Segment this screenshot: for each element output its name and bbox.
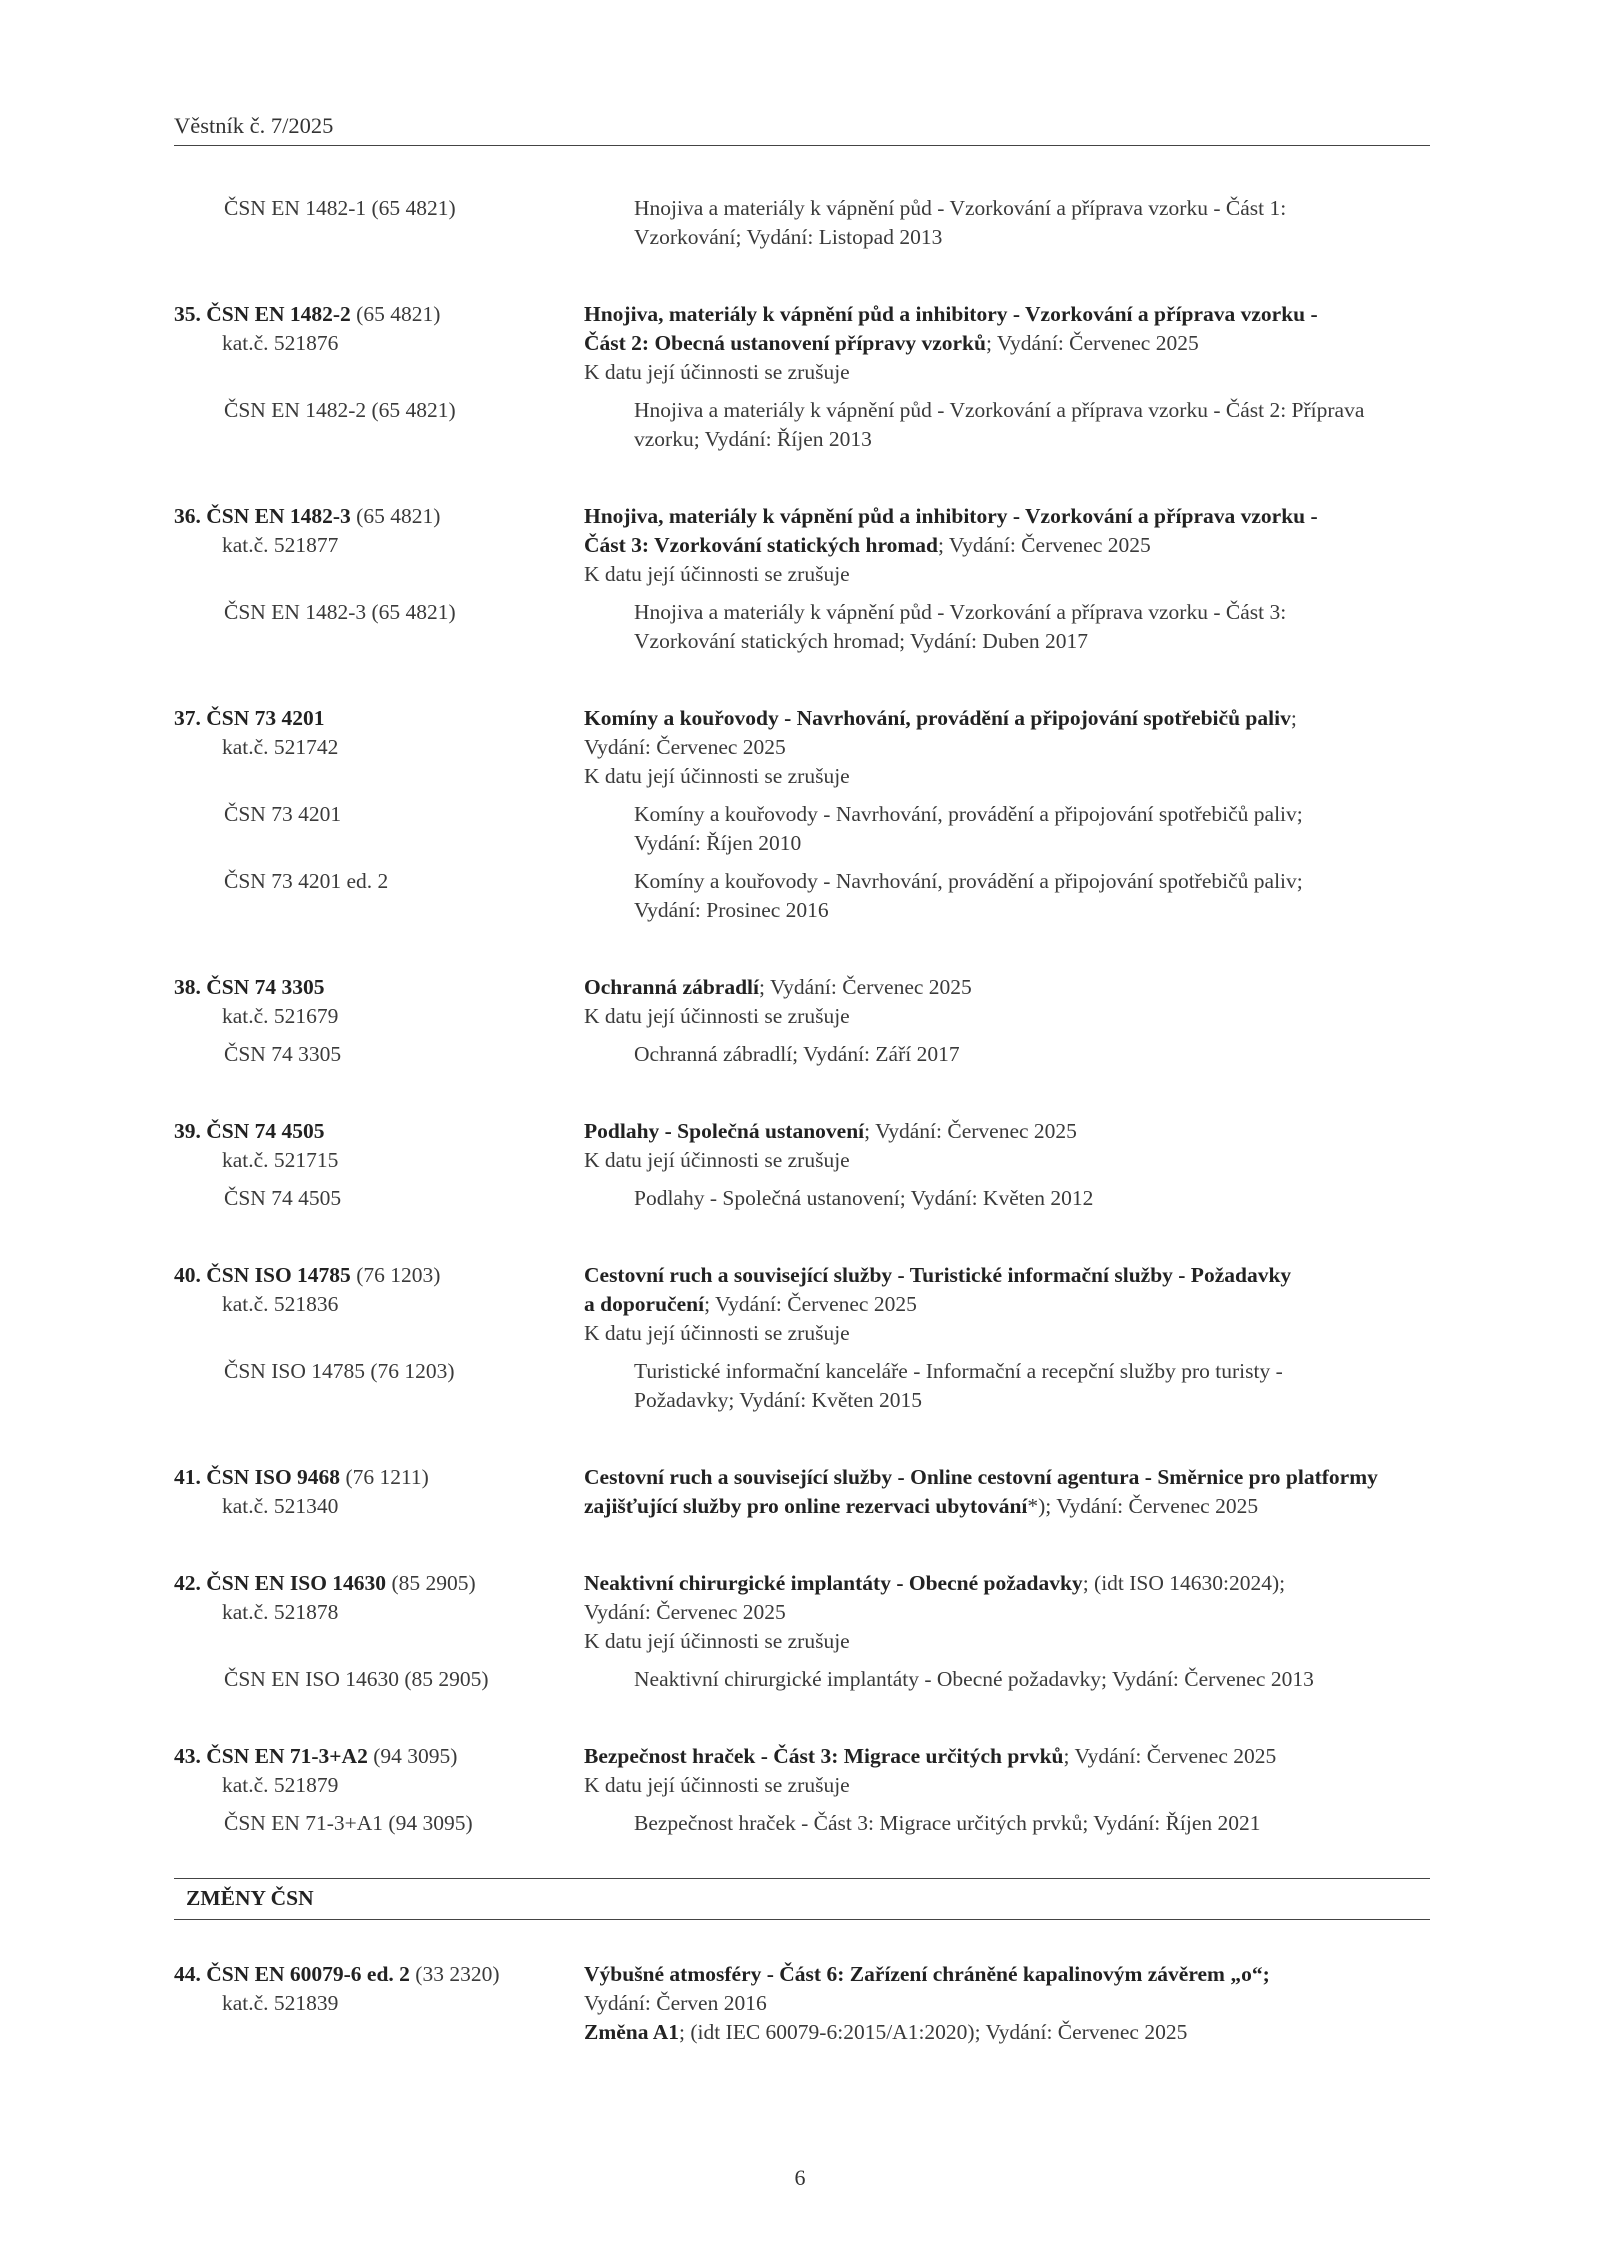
- catalog-number: kat.č. 521876: [222, 331, 339, 355]
- replaced-standard: ČSN 74 3305 Ochranná zábradlí; Vydání: Září 2017: [224, 1042, 960, 1066]
- catalog-number: kat.č. 521878: [222, 1600, 339, 1624]
- catalog-number: kat.č. 521715: [222, 1148, 339, 1172]
- standard-code: 35. ČSN EN 1482-2 (65 4821) kat.č. 521876: [174, 300, 584, 387]
- replaced-standard: ČSN EN 71-3+A1 (94 3095) Bezpečnost hraček - Část 3: Migrace určitých prvků; Vydání: Říjen 2021: [224, 1811, 1261, 1835]
- withdrawal-note: K datu její účinnosti se zrušuje: [584, 562, 850, 586]
- standard-entry-39: [174, 1117, 1430, 1175]
- standard-entry-36: [174, 502, 1430, 589]
- standard-code: 41. ČSN ISO 9468 (76 1211) kat.č. 521340: [174, 1463, 584, 1521]
- standard-entry-42: [174, 1569, 1430, 1656]
- page-number: 6: [794, 2165, 806, 2190]
- standard-title: Komíny a kouřovody - Navrhování, provádění a připojování spotřebičů paliv; Vydání: Červenec 2025 K datu její účinnosti se zrušuje: [584, 704, 1430, 791]
- replaced-code: ČSN EN 1482-1 (65 4821): [224, 196, 456, 220]
- replaced-title: Hnojiva a materiály k vápnění půd - Vzorkování a příprava vzorku - Část 1: Vzorkování; Vydání: Listopad 2013: [634, 196, 1287, 249]
- withdrawal-note: K datu její účinnosti se zrušuje: [584, 1004, 850, 1028]
- standard-title: Ochranná zábradlí; Vydání: Červenec 2025 K datu její účinnosti se zrušuje: [584, 973, 1430, 1031]
- standard-entry-37: [174, 704, 1430, 791]
- standard-entry-35: [174, 300, 1430, 387]
- standard-code: 38. ČSN 74 3305 kat.č. 521679: [174, 973, 584, 1031]
- standard-title: Cestovní ruch a související služby - Turistické informační služby - Požadavky a doporučení; Vydání: Červenec 2025 K datu její účinnosti se zrušuje: [584, 1261, 1430, 1348]
- replaced-standard: ČSN 73 4201 ed. 2 Komíny a kouřovody - Navrhování, provádění a připojování spotřebičů paliv; Vydání: Prosinec 2016: [224, 869, 1303, 922]
- standard-code: 42. ČSN EN ISO 14630 (85 2905) kat.č. 521878: [174, 1569, 584, 1656]
- standard-title: Cestovní ruch a související služby - Online cestovní agentura - Směrnice pro platformy zajišťující služby pro online rezervaci ubytování*); Vydání: Červenec 2025: [584, 1465, 1378, 1518]
- standard-code: 37. ČSN 73 4201 kat.č. 521742: [174, 704, 584, 791]
- standard-title: Hnojiva, materiály k vápnění půd a inhibitory - Vzorkování a příprava vzorku - Část 3: Vzorkování statických hromad; Vydání: Červenec 2025 K datu její účinnosti se zrušuje: [584, 502, 1430, 589]
- amendment: Změna A1; (idt IEC 60079-6:2015/A1:2020); Vydání: Červenec 2025: [584, 2020, 1188, 2044]
- withdrawal-note: K datu její účinnosti se zrušuje: [584, 1148, 850, 1172]
- section-heading-changes: ZMĚNY ČSN: [174, 1878, 1430, 1920]
- standard-code: 44. ČSN EN 60079-6 ed. 2 (33 2320) kat.č. 521839: [174, 1960, 584, 2047]
- standard-entry-43: [174, 1742, 1430, 1800]
- standard-code: 39. ČSN 74 4505 kat.č. 521715: [174, 1117, 584, 1175]
- withdrawal-note: K datu její účinnosti se zrušuje: [584, 1629, 850, 1653]
- standard-entry-41: [174, 1463, 1430, 1521]
- replaced-standard: ČSN EN 1482-3 (65 4821) Hnojiva a materiály k vápnění půd - Vzorkování a příprava vzorku - Část 3: Vzorkování statických hromad; Vydání: Duben 2017: [224, 600, 1287, 653]
- catalog-number: kat.č. 521836: [222, 1292, 339, 1316]
- replaced-standard: ČSN 73 4201 Komíny a kouřovody - Navrhování, provádění a připojování spotřebičů paliv; Vydání: Říjen 2010: [224, 802, 1303, 855]
- catalog-number: kat.č. 521877: [222, 533, 339, 557]
- bulletin-title: Věstník č. 7/2025: [174, 113, 334, 138]
- catalog-number: kat.č. 521839: [222, 1991, 339, 2015]
- standard-code: 40. ČSN ISO 14785 (76 1203) kat.č. 521836: [174, 1261, 584, 1348]
- standard-title: Podlahy - Společná ustanovení; Vydání: Červenec 2025 K datu její účinnosti se zrušuje: [584, 1117, 1430, 1175]
- replaced-standard: [174, 194, 1430, 252]
- standard-code: 43. ČSN EN 71-3+A2 (94 3095) kat.č. 521879: [174, 1742, 584, 1800]
- catalog-number: kat.č. 521679: [222, 1004, 339, 1028]
- standard-title: Neaktivní chirurgické implantáty - Obecné požadavky; (idt ISO 14630:2024); Vydání: Červenec 2025 K datu její účinnosti se zrušuje: [584, 1569, 1430, 1656]
- standards-list: [174, 194, 1430, 2047]
- catalog-number: kat.č. 521879: [222, 1773, 339, 1797]
- replaced-standard: ČSN EN ISO 14630 (85 2905) Neaktivní chirurgické implantáty - Obecné požadavky; Vydání: Červenec 2013: [224, 1667, 1314, 1691]
- withdrawal-note: K datu její účinnosti se zrušuje: [584, 764, 850, 788]
- withdrawal-note: K datu její účinnosti se zrušuje: [584, 1773, 850, 1797]
- standard-entry-38: [174, 973, 1430, 1031]
- standard-entry-40: [174, 1261, 1430, 1348]
- standard-entry-44: [174, 1960, 1430, 2047]
- standard-title: Výbušné atmosféry - Část 6: Zařízení chráněné kapalinovým závěrem „o“; Vydání: Červen 2016 Změna A1; (idt IEC 60079-6:2015/A1:2020); Vydání: Červenec 2025: [584, 1960, 1430, 2047]
- page-header: [174, 111, 1430, 146]
- standard-title: Bezpečnost hraček - Část 3: Migrace určitých prvků; Vydání: Červenec 2025 K datu její účinnosti se zrušuje: [584, 1742, 1430, 1800]
- replaced-standard: ČSN 74 4505 Podlahy - Společná ustanovení; Vydání: Květen 2012: [224, 1186, 1094, 1210]
- withdrawal-note: K datu její účinnosti se zrušuje: [584, 1321, 850, 1345]
- replaced-standard: ČSN EN 1482-2 (65 4821) Hnojiva a materiály k vápnění půd - Vzorkování a příprava vzorku - Část 2: Příprava vzorku; Vydání: Říjen 2013: [224, 398, 1365, 451]
- replaced-standard: ČSN ISO 14785 (76 1203) Turistické informační kanceláře - Informační a recepční služby pro turisty - Požadavky; Vydání: Květen 2015: [224, 1359, 1283, 1412]
- catalog-number: kat.č. 521742: [222, 735, 339, 759]
- catalog-number: kat.č. 521340: [222, 1494, 339, 1518]
- standard-title: Hnojiva, materiály k vápnění půd a inhibitory - Vzorkování a příprava vzorku - Část 2: Obecná ustanovení přípravy vzorků; Vydání: Červenec 2025 K datu její účinnosti se zrušuje: [584, 300, 1430, 387]
- standard-code: 36. ČSN EN 1482-3 (65 4821) kat.č. 521877: [174, 502, 584, 589]
- withdrawal-note: K datu její účinnosti se zrušuje: [584, 360, 850, 384]
